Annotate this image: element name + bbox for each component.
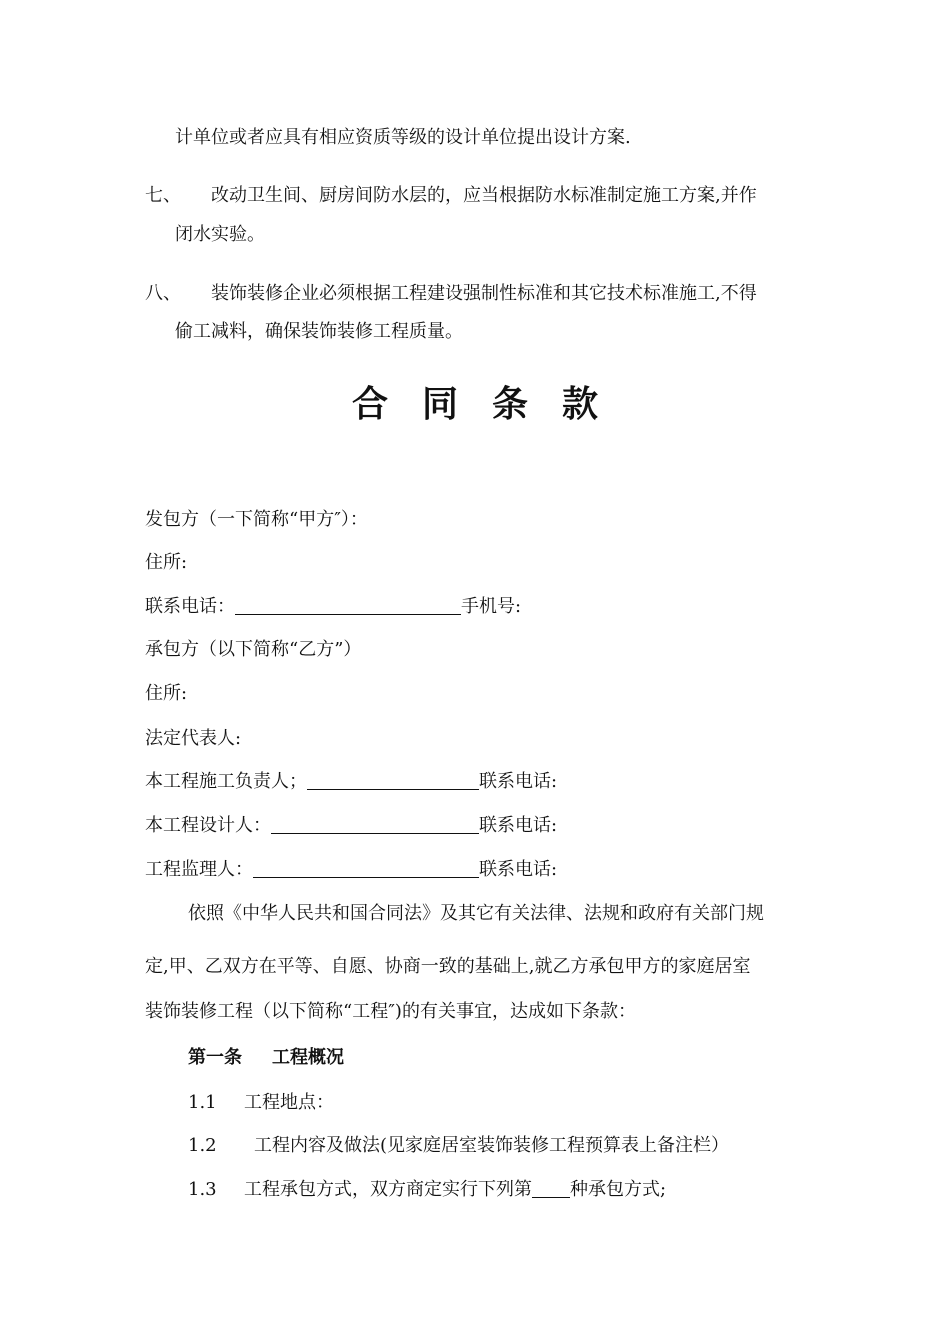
site-manager-line bbox=[145, 770, 557, 794]
designer-blank bbox=[271, 815, 479, 834]
document-title: 合同条款 bbox=[351, 383, 632, 425]
item-7-continuation: 闭水实验。 bbox=[175, 224, 265, 245]
clause-text: 工程内容及做法(见家庭居室装饰装修工程预算表上备注栏） bbox=[254, 1135, 730, 1156]
employer-line: 发包方（一下简称“甲方″）： bbox=[145, 509, 368, 530]
designer-line bbox=[145, 814, 557, 838]
designer-phone-label: 联系电话: bbox=[479, 815, 558, 836]
contractor-line: 承包方（以下简称“乙方”） bbox=[145, 639, 362, 660]
supervisor-phone-label: 联系电话: bbox=[479, 859, 558, 880]
designer-label: 本工程设计人： bbox=[145, 815, 271, 836]
clause-text-after: 种承包方式; bbox=[570, 1179, 667, 1200]
clause-1-2 bbox=[188, 1134, 729, 1158]
item-8-number: 八、 bbox=[145, 283, 181, 304]
site-manager-blank bbox=[307, 771, 479, 790]
clause-number: 1.3 bbox=[188, 1179, 217, 1200]
clause-1-1 bbox=[188, 1091, 334, 1115]
clause-number: 1.2 bbox=[188, 1135, 217, 1156]
phone-blank bbox=[235, 596, 461, 615]
item-7 bbox=[145, 184, 757, 208]
item-7-number: 七、 bbox=[145, 185, 181, 206]
item-8-text: 装饰装修企业必须根据工程建设强制性标准和其它技术标准施工,不得 bbox=[211, 283, 757, 304]
supervisor-line bbox=[145, 858, 557, 882]
article-1-title: 工程概况 bbox=[272, 1047, 344, 1068]
item-8-continuation: 偷工减料，确保装饰装修工程质量。 bbox=[175, 321, 463, 342]
clause-text: 工程地点： bbox=[244, 1092, 334, 1113]
intro-line: 计单位或者应具有相应资质等级的设计单位提出设计方案. bbox=[175, 127, 631, 148]
contractor-address: 住所: bbox=[145, 683, 188, 704]
site-manager-phone-label: 联系电话: bbox=[479, 771, 558, 792]
preamble-line-3: 装饰装修工程（以下简称“工程″)的有关事宜，达成如下条款： bbox=[145, 1001, 636, 1022]
site-manager-label: 本工程施工负责人； bbox=[145, 771, 307, 792]
contact-line bbox=[145, 595, 521, 619]
supervisor-label: 工程监理人： bbox=[145, 859, 253, 880]
choice-blank bbox=[532, 1179, 570, 1198]
mobile-label: 手机号: bbox=[461, 596, 522, 617]
legal-representative: 法定代表人: bbox=[145, 728, 242, 749]
preamble-line-2: 定,甲、乙双方在平等、自愿、协商一致的基础上,就乙方承包甲方的家庭居室 bbox=[145, 956, 751, 977]
contact-phone-label: 联系电话： bbox=[145, 596, 235, 617]
article-1-heading bbox=[188, 1046, 344, 1070]
clause-text-before: 工程承包方式，双方商定实行下列第 bbox=[244, 1179, 532, 1200]
clause-number: 1.1 bbox=[188, 1092, 217, 1113]
preamble-line-1: 依照《中华人民共和国合同法》及其它有关法律、法规和政府有关部门规 bbox=[188, 903, 764, 924]
item-8 bbox=[145, 282, 757, 306]
article-1-number: 第一条 bbox=[188, 1047, 242, 1068]
clause-1-3 bbox=[188, 1178, 666, 1202]
employer-address: 住所: bbox=[145, 552, 188, 573]
supervisor-blank bbox=[253, 859, 479, 878]
item-7-text: 改动卫生间、厨房间防水层的，应当根据防水标准制定施工方案,并作 bbox=[211, 185, 757, 206]
